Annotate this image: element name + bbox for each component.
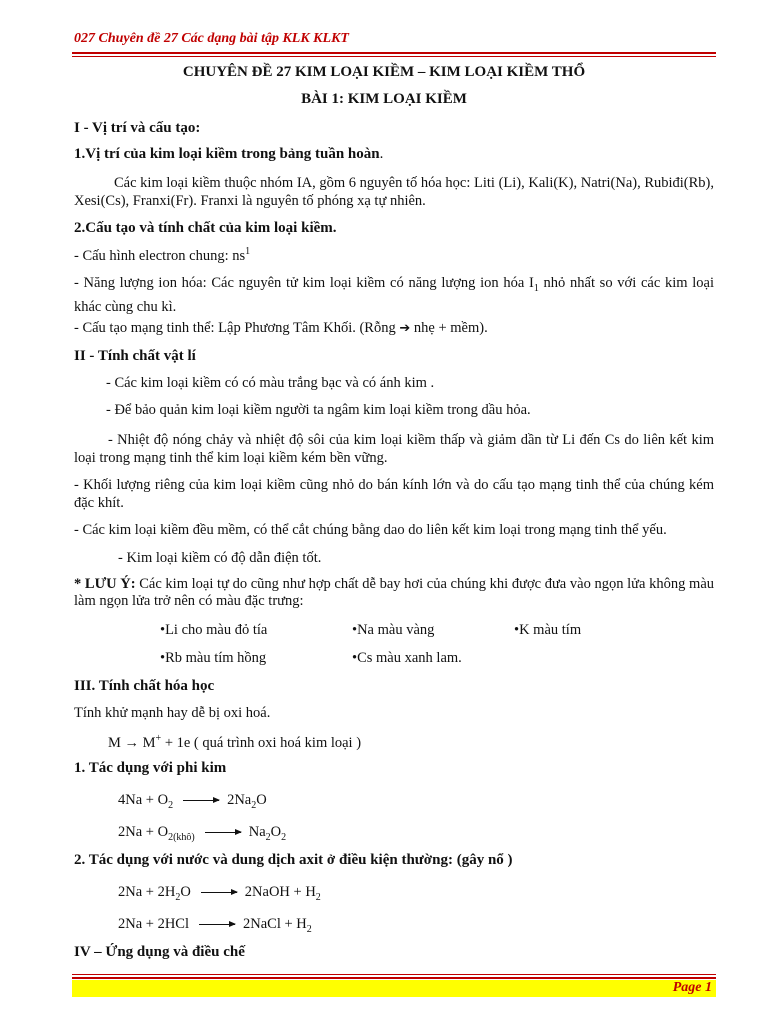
- oxidation-eq-sup: +: [155, 733, 162, 744]
- footer-rule-thin: [72, 974, 716, 975]
- reaction-arrow-icon: [201, 892, 237, 893]
- eq4-right-a: 2NaCl + H: [243, 916, 307, 932]
- eq1-right-a: 2Na: [227, 792, 252, 808]
- eq2-right-sub1: 2: [265, 831, 271, 843]
- footer-highlight-bar: [72, 980, 716, 997]
- physical-property-3: - Nhiệt độ nóng chảy và nhiệt độ sôi của kim loại kiềm thấp và giảm dần từ Li đến Cs do liên kết kim loại trong mạng tinh thể kim loại kiềm kém bền vững.: [74, 432, 714, 466]
- flame-color-k: •K màu tím: [514, 622, 582, 638]
- subscript-1: 1: [533, 282, 539, 294]
- header-rule-thin: [72, 56, 716, 57]
- chemical-property-intro: Tính khử mạnh hay dễ bị oxi hoá.: [74, 705, 271, 721]
- physical-property-5: - Các kim loại kiềm đều mềm, có thể cắt chúng bằng dao do liên kết kim loại trong mạng tinh thể yếu.: [74, 522, 667, 538]
- arrow-right-icon: ➔: [399, 321, 411, 336]
- physical-property-1: - Các kim loại kiềm có có màu trắng bạc và có ánh kim .: [106, 375, 435, 391]
- note-paragraph: [74, 576, 714, 610]
- subheading-water-acid: 2. Tác dụng với nước và dung dịch axit ở điều kiện thường: (gây nổ ): [74, 852, 513, 868]
- subheading-position-dot: .: [379, 146, 384, 162]
- header-rule: [72, 52, 716, 54]
- eq3-right-a: 2NaOH + H: [244, 884, 316, 900]
- subheading-structure: 2.Cấu tạo và tính chất của kim loại kiềm.: [74, 220, 337, 236]
- physical-property-2: - Để bảo quản kim loại kiềm người ta ngâm kim loại kiềm trong dầu hỏa.: [106, 402, 531, 418]
- reaction-arrow-icon: [199, 924, 235, 925]
- reaction-arrow-icon: [183, 800, 219, 801]
- section-heading-1: I - Vị trí và cấu tạo:: [74, 120, 201, 136]
- doc-title: CHUYÊN ĐỀ 27 KIM LOẠI KIỀM – KIM LOẠI KIỀM THỔ: [182, 64, 586, 80]
- section-heading-3: III. Tính chất hóa học: [74, 678, 215, 694]
- equation-na-o2-dry: [118, 824, 286, 843]
- eq2-right-a: Na: [248, 824, 266, 840]
- section-heading-2: II - Tính chất vật lí: [74, 348, 196, 364]
- bullet-crystal-text-b: nhẹ + mềm).: [410, 320, 488, 336]
- bullet-crystal-structure: [74, 320, 488, 337]
- equation-na-water: [118, 884, 321, 903]
- physical-property-6: - Kim loại kiềm có độ dẫn điện tốt.: [118, 550, 322, 566]
- flame-color-rb: •Rb màu tím hồng: [160, 650, 267, 666]
- bullet-crystal-text-a: - Cấu tạo mạng tinh thể: Lập Phương Tâm Khối. (Rỗng: [74, 320, 400, 336]
- oxidation-eq-b: + 1e ( quá trình oxi hoá kim loại ): [161, 734, 362, 751]
- note-label: * LƯU Ý:: [74, 576, 136, 592]
- eq2-sub: 2(khô): [168, 831, 195, 843]
- equation-na-o2: [118, 792, 267, 811]
- bullet-ionization-text-a: - Năng lượng ion hóa: Các nguyên tử kim loại kiềm có năng lượng ion hóa I: [74, 275, 534, 291]
- bullet-electron-config-text: - Cấu hình electron chung: ns: [74, 247, 246, 264]
- reaction-arrow-icon: [205, 832, 241, 833]
- flame-color-cs: •Cs màu xanh lam.: [352, 650, 462, 666]
- subheading-position: [74, 146, 383, 163]
- oxidation-equation: [108, 733, 361, 752]
- superscript-1: 1: [245, 246, 251, 257]
- eq1-right-b: O: [256, 792, 267, 808]
- eq3-left-b: O: [180, 884, 191, 900]
- equation-na-hcl: [118, 916, 312, 935]
- flame-color-na: •Na màu vàng: [352, 622, 435, 638]
- physical-property-4: - Khối lượng riêng của kim loại kiềm cũng nhỏ do bán kính lớn và do cấu tạo mạng tinh thể của chúng kém đặc khít.: [74, 477, 714, 511]
- bullet-ionization-text-b: nhỏ nhất so với các kim loại khác cùng chu kì.: [74, 275, 714, 315]
- oxidation-eq-a: M → M: [108, 734, 156, 751]
- eq2-left: 2Na + O: [118, 824, 169, 840]
- eq3-left-sub: 2: [175, 891, 181, 903]
- eq4-right-sub: 2: [306, 923, 312, 935]
- eq1-right-sub: 2: [251, 799, 257, 811]
- note-text: Các kim loại tự do cũng như hợp chất dễ bay hơi của chúng khi được đưa vào ngọn lửa không màu làm ngọn lửa trở nên có màu đặc trưng:: [74, 576, 715, 609]
- paragraph-position: Các kim loại kiềm thuộc nhóm IA, gồm 6 nguyên tố hóa học: Liti (Li), Kali(K), Natri(Na), Rubiđi(Rb), Xesi(Cs), Franxi(Fr). Franxi là nguyên tố phóng xạ tự nhiên.: [74, 175, 715, 209]
- eq1-sub: 2: [168, 799, 174, 811]
- eq1-left: 4Na + O: [118, 792, 169, 808]
- eq2-right-sub2: 2: [281, 831, 287, 843]
- page-number: Page 1: [672, 980, 712, 995]
- eq2-right-b: O: [270, 824, 282, 840]
- bullet-ionization: [74, 274, 714, 316]
- lesson-title: BÀI 1: KIM LOẠI KIỀM: [301, 91, 467, 107]
- eq4-left: 2Na + 2HCl: [118, 916, 190, 932]
- subheading-position-text: 1.Vị trí của kim loại kiềm trong bảng tuần hoàn: [74, 146, 380, 162]
- footer-rule: [72, 977, 716, 979]
- eq3-right-sub: 2: [315, 891, 321, 903]
- header-title: 027 Chuyên đề 27 Các dạng bài tập KLK KLKT: [74, 31, 349, 46]
- section-heading-4: IV – Ứng dụng và điều chế: [74, 944, 245, 960]
- subheading-nonmetal: 1. Tác dụng với phi kim: [74, 760, 227, 776]
- eq3-left-a: 2Na + 2H: [118, 884, 176, 900]
- flame-color-li: •Li cho màu đỏ tía: [160, 622, 268, 638]
- bullet-electron-config: [74, 246, 250, 265]
